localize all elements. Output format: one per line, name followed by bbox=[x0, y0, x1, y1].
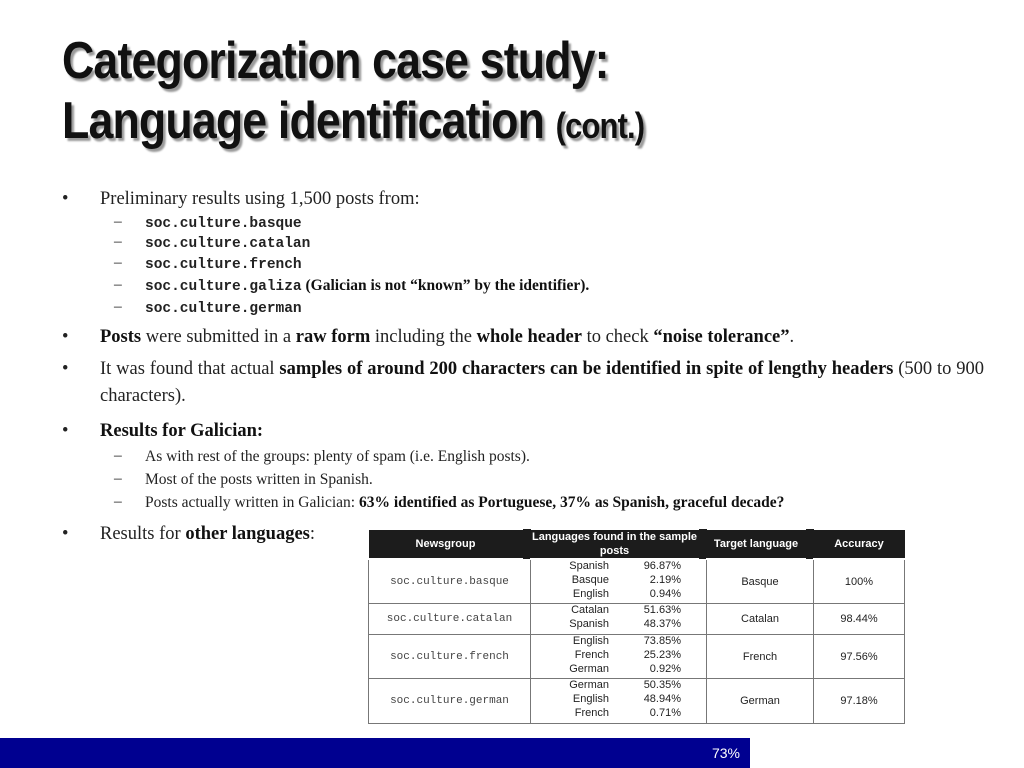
newsgroup-name: soc.culture.catalan bbox=[145, 236, 311, 252]
cell-languages bbox=[531, 634, 707, 678]
language-name: English bbox=[572, 693, 609, 706]
cell-accuracy: 97.56% bbox=[814, 634, 905, 678]
bullet-marker: • bbox=[62, 327, 69, 347]
dash-marker: – bbox=[114, 233, 122, 250]
language-percent: 51.63% bbox=[643, 604, 681, 617]
language-name: English bbox=[572, 587, 609, 600]
language-percent: 0.94% bbox=[649, 587, 681, 600]
text-plain: Results for bbox=[100, 524, 186, 544]
language-percent: 0.92% bbox=[649, 662, 681, 675]
language-entry bbox=[531, 574, 706, 588]
language-percent: 73.85% bbox=[643, 634, 681, 647]
language-entry bbox=[531, 649, 706, 663]
text-plain: . bbox=[789, 327, 795, 347]
bullet-preliminary: Preliminary results using 1,500 posts from: bbox=[100, 189, 420, 209]
cell-languages bbox=[531, 559, 707, 604]
language-percent: 48.94% bbox=[643, 693, 681, 706]
slide-title bbox=[62, 32, 644, 157]
text-plain: including the bbox=[370, 327, 477, 347]
dash-marker: – bbox=[114, 493, 122, 510]
dash-marker: – bbox=[114, 276, 122, 293]
newsgroup-name: soc.culture.french bbox=[145, 257, 302, 273]
text-bold: 63% identified as Portuguese, 37% as Spanish, graceful decade? bbox=[358, 494, 785, 511]
header-separator bbox=[806, 529, 814, 559]
header-languages: Languages found in the sample posts bbox=[531, 531, 698, 557]
footer-progress-bar bbox=[0, 738, 750, 768]
table-row bbox=[369, 679, 905, 723]
header-newsgroup: Newsgroup bbox=[369, 529, 523, 559]
text-bold: whole header bbox=[476, 327, 582, 347]
results-table bbox=[368, 528, 905, 724]
title-line-1: Categorization case study: bbox=[62, 32, 609, 90]
galician-sub-spanish: Most of the posts written in Spanish. bbox=[145, 471, 373, 488]
bullet-galician-heading bbox=[100, 418, 984, 445]
cell-accuracy: 97.18% bbox=[814, 679, 905, 723]
cell-newsgroup: soc.culture.german bbox=[369, 679, 531, 723]
text-bold: samples of around 200 characters can be identified in spite of lengthy headers bbox=[279, 359, 894, 379]
dash-marker: – bbox=[114, 213, 122, 230]
table-header-row bbox=[369, 529, 905, 559]
language-name: German bbox=[569, 662, 609, 675]
text-plain: (500 to 900 characters). bbox=[100, 359, 984, 406]
language-name: Spanish bbox=[569, 618, 609, 631]
bullet-marker: • bbox=[62, 359, 69, 379]
bullet-marker: • bbox=[62, 189, 69, 209]
language-entry bbox=[531, 618, 706, 632]
cell-languages bbox=[531, 679, 707, 723]
language-entry bbox=[531, 635, 706, 649]
dash-marker: – bbox=[114, 254, 122, 271]
language-name: Catalan bbox=[571, 604, 609, 617]
language-entry bbox=[531, 588, 706, 602]
language-entry bbox=[531, 679, 706, 693]
header-accuracy: Accuracy bbox=[814, 529, 905, 559]
cell-target-language: Catalan bbox=[707, 604, 814, 635]
cell-target-language: French bbox=[707, 634, 814, 678]
sub-item-french bbox=[145, 254, 302, 275]
text-bold: “noise tolerance” bbox=[653, 327, 790, 347]
language-entry bbox=[531, 707, 706, 721]
bullet-samples bbox=[100, 356, 984, 410]
table-row bbox=[369, 634, 905, 678]
cell-newsgroup: soc.culture.catalan bbox=[369, 604, 531, 635]
text-plain: Posts actually written in Galician: bbox=[145, 494, 359, 511]
language-percent: 50.35% bbox=[643, 679, 681, 692]
dash-marker: – bbox=[114, 298, 122, 315]
text-bold: other languages bbox=[185, 524, 310, 544]
sub-item-galiza bbox=[145, 276, 589, 297]
text-bold: Posts bbox=[100, 327, 142, 347]
language-name: English bbox=[572, 634, 609, 647]
text-plain: It was found that actual bbox=[100, 359, 280, 379]
newsgroup-name: soc.culture.german bbox=[145, 301, 302, 317]
title-cont-suffix: (cont.) bbox=[555, 105, 645, 146]
language-entry bbox=[531, 693, 706, 707]
cell-target-language: German bbox=[707, 679, 814, 723]
text-bold: Results for Galician: bbox=[100, 421, 264, 441]
newsgroup-name: soc.culture.basque bbox=[145, 216, 302, 232]
cell-languages bbox=[531, 604, 707, 635]
header-separator bbox=[699, 529, 707, 559]
table-row bbox=[369, 604, 905, 635]
newsgroup-name: soc.culture.galiza bbox=[145, 279, 302, 295]
header-target: Target language bbox=[707, 529, 806, 559]
language-entry bbox=[531, 560, 706, 574]
galiza-note: (Galician is not “known” by the identifier). bbox=[305, 277, 590, 294]
cell-newsgroup: soc.culture.basque bbox=[369, 559, 531, 604]
language-name: Spanish bbox=[569, 560, 609, 572]
title-line-2-main: Language identification bbox=[62, 92, 545, 150]
table-body bbox=[369, 559, 905, 723]
title-line-2 bbox=[62, 90, 644, 157]
language-name: German bbox=[569, 679, 609, 692]
galician-sub-spam: As with rest of the groups: plenty of spam (i.e. English posts). bbox=[145, 448, 530, 465]
progress-label: 73% bbox=[711, 745, 740, 761]
bullet-marker: • bbox=[62, 524, 69, 544]
language-entry bbox=[531, 604, 706, 618]
text-plain: were submitted in a bbox=[141, 327, 296, 347]
table-row bbox=[369, 559, 905, 604]
text-plain: to check bbox=[581, 327, 654, 347]
language-name: Basque bbox=[571, 573, 609, 586]
cell-accuracy: 98.44% bbox=[814, 604, 905, 635]
language-entry bbox=[531, 663, 706, 677]
language-percent: 48.37% bbox=[643, 618, 681, 631]
language-percent: 25.23% bbox=[643, 648, 681, 661]
cell-newsgroup: soc.culture.french bbox=[369, 634, 531, 678]
text-bold: raw form bbox=[295, 327, 371, 347]
language-name: French bbox=[574, 648, 609, 661]
language-percent: 2.19% bbox=[649, 573, 681, 586]
bullet-other-languages bbox=[100, 521, 360, 548]
language-percent: 96.87% bbox=[643, 560, 681, 572]
dash-marker: – bbox=[114, 447, 122, 464]
bullet-posts bbox=[100, 324, 984, 351]
dash-marker: – bbox=[114, 470, 122, 487]
cell-target-language: Basque bbox=[707, 559, 814, 604]
text-plain: : bbox=[309, 524, 315, 544]
sub-item-catalan bbox=[145, 233, 310, 254]
language-percent: 0.71% bbox=[649, 706, 681, 719]
language-name: French bbox=[574, 706, 609, 719]
sub-item-german bbox=[145, 298, 302, 319]
header-separator bbox=[523, 529, 531, 559]
bullet-marker: • bbox=[62, 421, 69, 441]
galician-sub-actual bbox=[145, 493, 784, 513]
sub-item-basque bbox=[145, 213, 302, 234]
cell-accuracy: 100% bbox=[814, 559, 905, 604]
